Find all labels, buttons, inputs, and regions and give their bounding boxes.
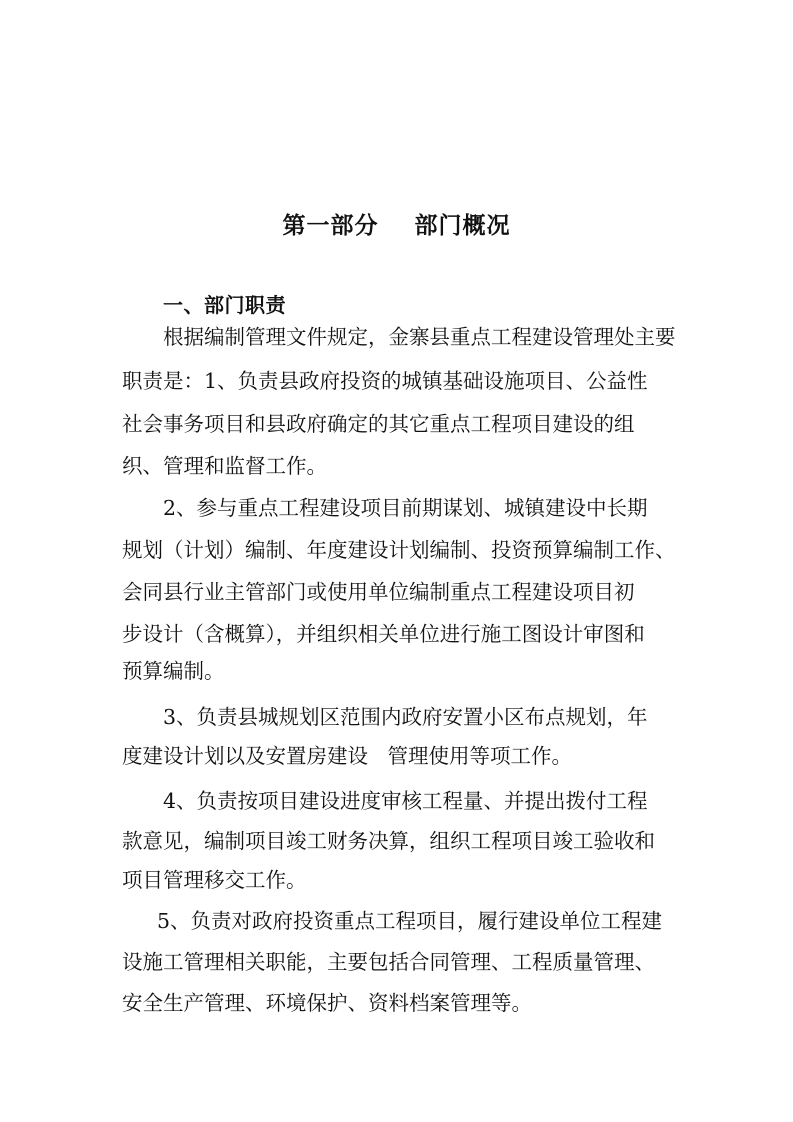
- paragraph-line: 5、负责对政府投资重点工程项目，履行建设单位工程建: [157, 909, 663, 933]
- paragraph-line: 织、管理和监督工作。: [122, 454, 327, 478]
- paragraph-line: 职责是：1、负责县政府投资的城镇基础设施项目、公益性: [122, 369, 648, 393]
- paragraph-line: 设施工管理相关职能，主要包括合同管理、工程质量管理、: [122, 950, 655, 974]
- paragraph-line: 预算编制。: [122, 659, 225, 683]
- paragraph-line: 2、参与重点工程建设项目前期谋划、城镇建设中长期: [163, 496, 648, 520]
- paragraph-line: 款意见，编制项目竣工财务决算，组织工程项目竣工验收和: [122, 829, 655, 853]
- paragraph-line: 规划（计划）编制、年度建设计划编制、投资预算编制工作、: [122, 538, 676, 562]
- page-title: 第一部分 部门概况: [282, 213, 511, 239]
- paragraph-line: 4、负责按项目建设进度审核工程量、并提出拨付工程: [163, 789, 648, 813]
- paragraph-line: 项目管理移交工作。: [122, 868, 307, 892]
- paragraph-line: 3、负责县城规划区范围内政府安置小区布点规划，年: [163, 705, 648, 729]
- paragraph-line: 根据编制管理文件规定，金寨县重点工程建设管理处主要: [163, 325, 676, 349]
- paragraph-line: 步设计（含概算），并组织相关单位进行施工图设计审图和: [122, 622, 645, 646]
- paragraph-line: 安全生产管理、环境保护、资料档案管理等。: [122, 991, 532, 1015]
- paragraph-line: 度建设计划以及安置房建设 管理使用等项工作。: [122, 744, 573, 768]
- section-heading: 一、部门职责: [163, 293, 286, 317]
- paragraph-line: 会同县行业主管部门或使用单位编制重点工程建设项目初: [122, 580, 635, 604]
- paragraph-line: 社会事务项目和县政府确定的其它重点工程项目建设的组: [122, 412, 635, 436]
